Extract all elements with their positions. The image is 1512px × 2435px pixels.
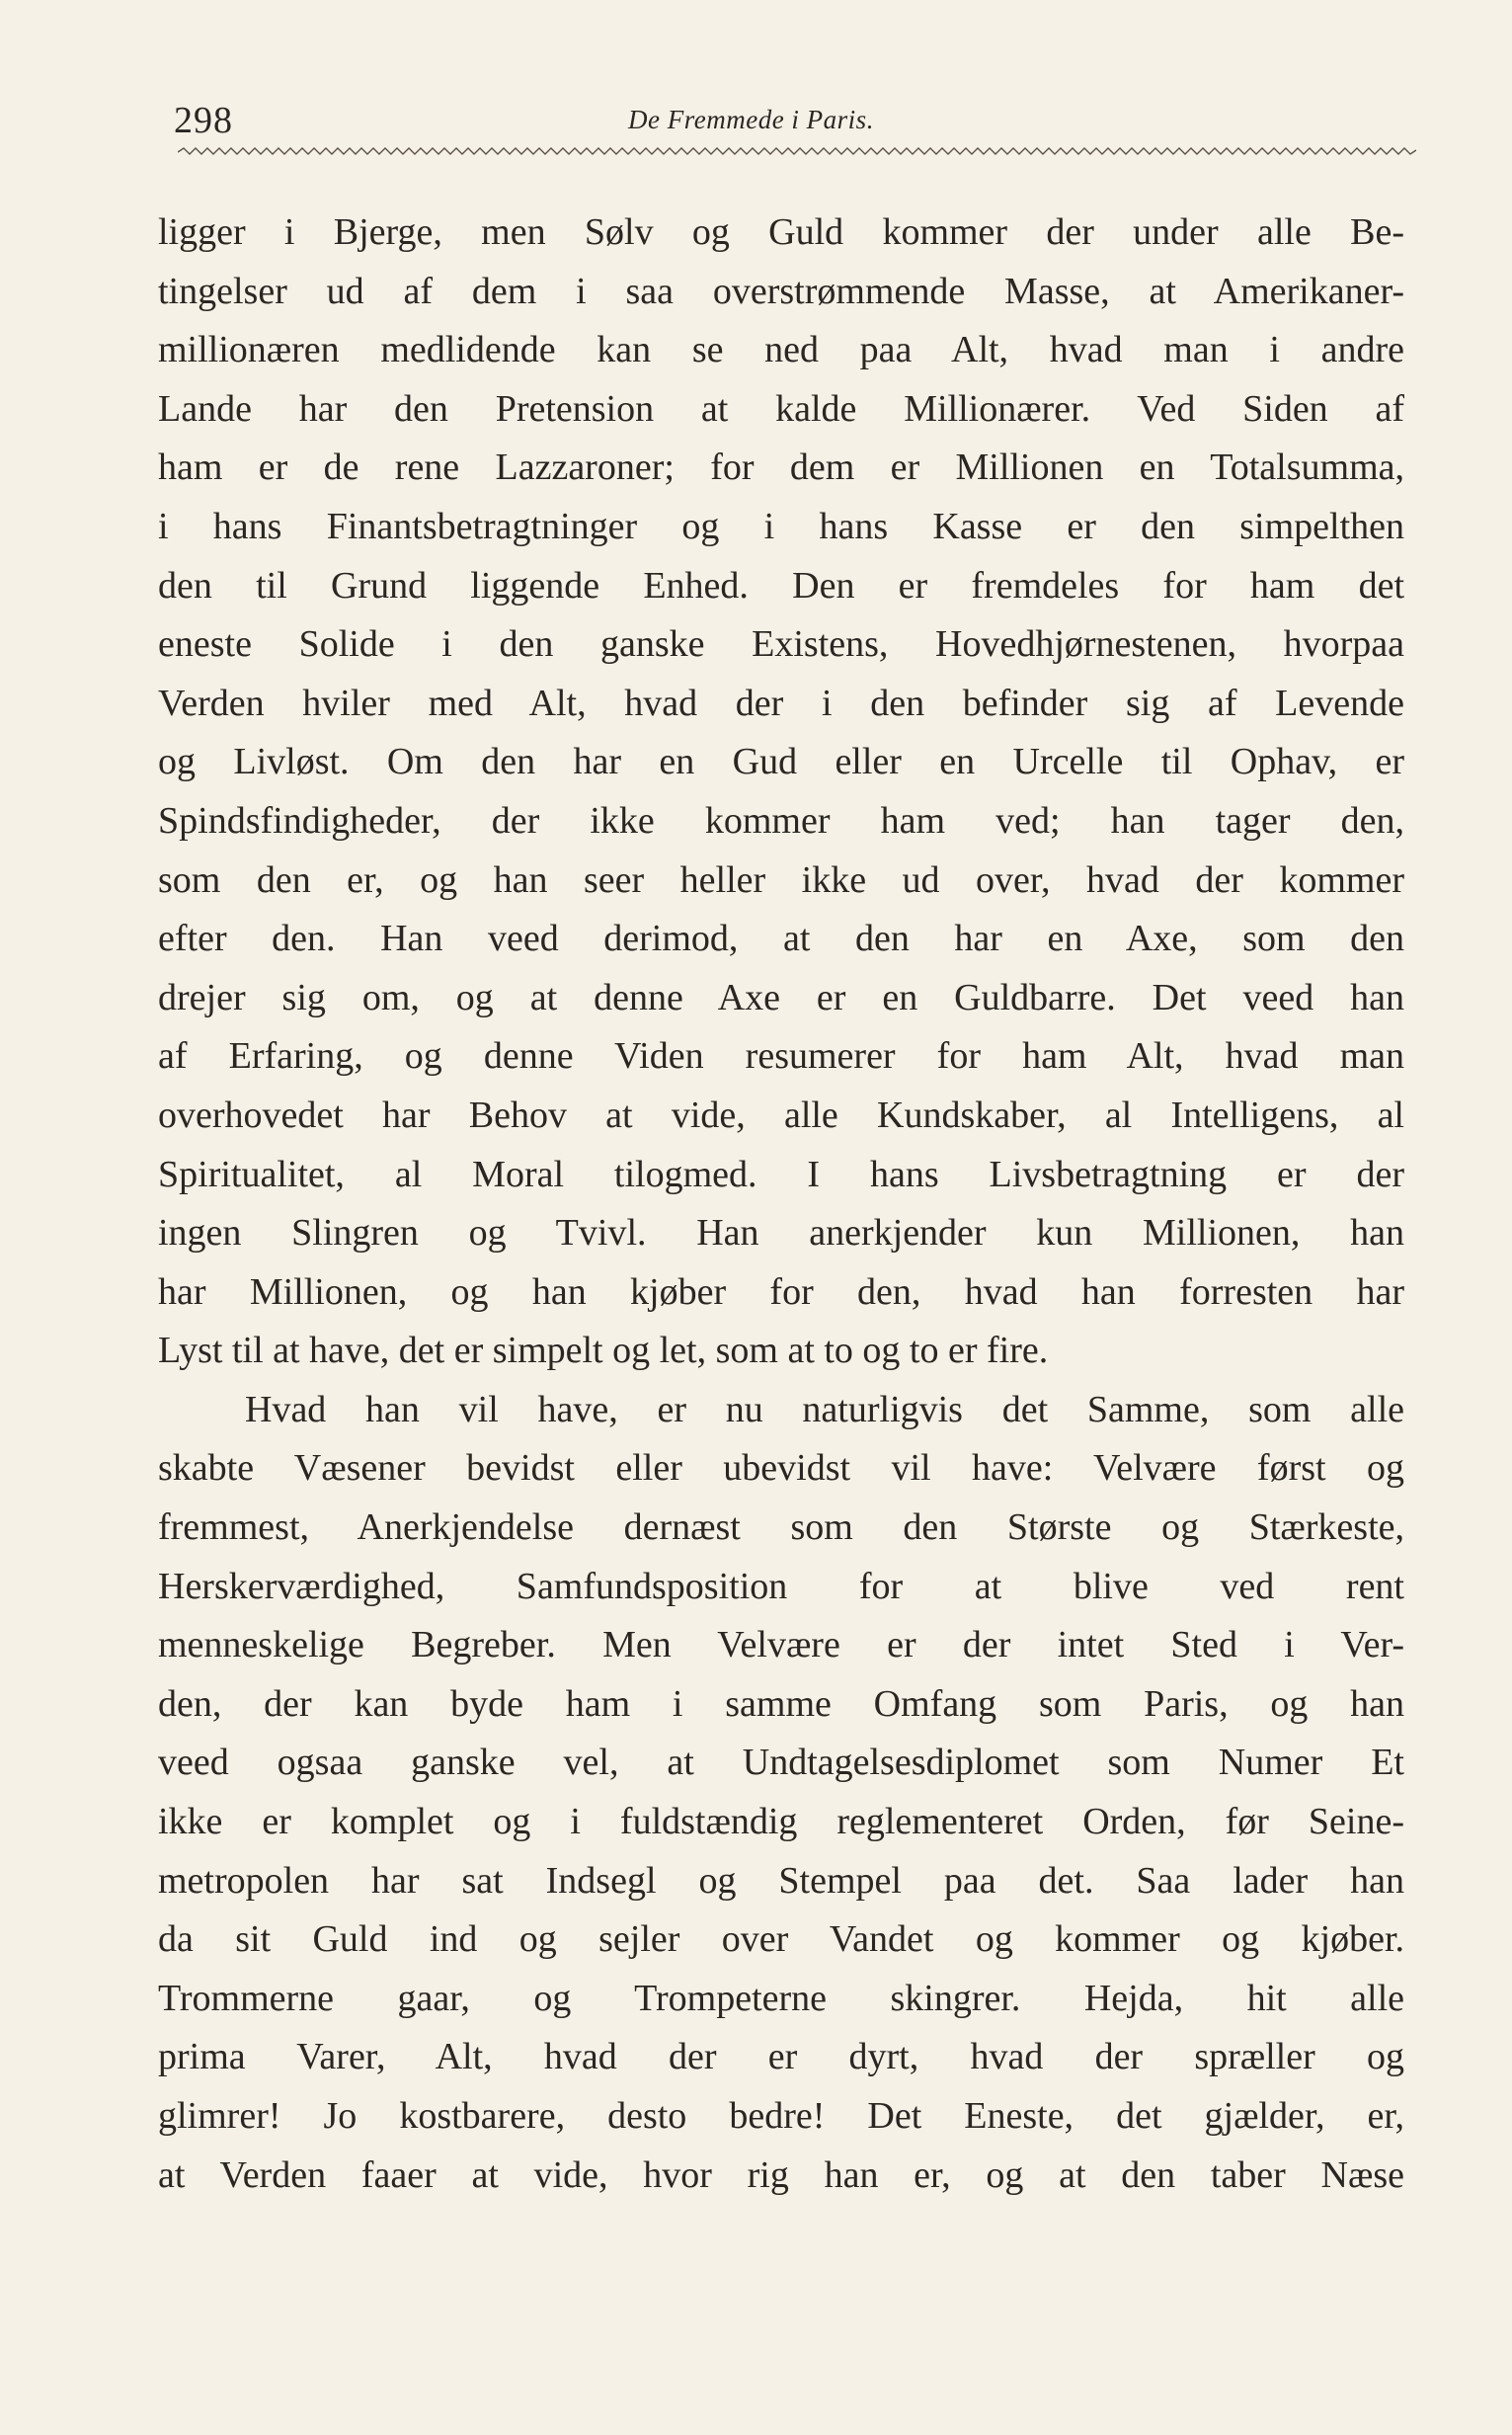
text-line: metropolen har sat Indsegl og Stempel paa det. Saa lader han: [158, 1859, 1404, 1902]
text-line: Spindsfindigheder, der ikke kommer ham ved; han tager den,: [158, 799, 1404, 842]
text-line: ikke er komplet og i fuldstændig reglementeret Orden, før Seine-: [158, 1801, 1404, 1843]
header-rule-ornament: [178, 144, 1416, 160]
text-line: Spiritualitet, al Moral tilogmed. I hans Livsbetragtning er der: [158, 1153, 1404, 1195]
text-line: overhovedet har Behov at vide, alle Kundskaber, al Intelligens, al: [158, 1094, 1404, 1136]
text-line: millionæren medlidende kan se ned paa Alt, hvad man i andre: [158, 329, 1404, 371]
text-line: Trommerne gaar, og Trompeterne skingrer. Hejda, hit alle: [158, 1977, 1404, 2019]
text-line: da sit Guld ind og sejler over Vandet og kommer og kjøber.: [158, 1918, 1404, 1961]
text-line: som den er, og han seer heller ikke ud over, hvad der kommer: [158, 858, 1404, 901]
text-line: i hans Finantsbetragtninger og i hans Kasse er den simpelthen: [158, 505, 1404, 547]
text-line: ligger i Bjerge, men Sølv og Guld kommer der under alle Be-: [158, 211, 1404, 253]
text-line: Lyst til at have, det er simpelt og let, som at to og to er fire.: [158, 1330, 1049, 1372]
text-line: fremmest, Anerkjendelse dernæst som den Største og Stærkeste,: [158, 1506, 1404, 1549]
text-line: menneskelige Begreber. Men Velvære er der intet Sted i Ver-: [158, 1624, 1404, 1666]
text-line: af Erfaring, og denne Viden resumerer for ham Alt, hvad man: [158, 1035, 1404, 1078]
text-line: den, der kan byde ham i samme Omfang som Paris, og han: [158, 1682, 1404, 1725]
page-number: 298: [174, 100, 233, 141]
text-line: tingelser ud af dem i saa overstrømmende Masse, at Amerikaner-: [158, 270, 1404, 312]
text-line: Verden hviler med Alt, hvad der i den befinder sig af Levende: [158, 682, 1404, 724]
text-line: Lande har den Pretension at kalde Millionærer. Ved Siden af: [158, 387, 1404, 430]
text-line: at Verden faaer at vide, hvor rig han er, og at den taber Næse: [158, 2153, 1404, 2196]
text-line: skabte Væsener bevidst eller ubevidst vil have: Velvære først og: [158, 1447, 1404, 1490]
text-line: glimrer! Jo kostbarere, desto bedre! Det Eneste, det gjælder, er,: [158, 2095, 1404, 2137]
running-title: De Fremmede i Paris.: [628, 105, 874, 134]
text-line: den til Grund liggende Enhed. Den er fremdeles for ham det: [158, 564, 1404, 607]
running-head: [174, 91, 1414, 140]
text-line: eneste Solide i den ganske Existens, Hovedhjørnestenen, hvorpaa: [158, 623, 1404, 666]
text-line: Herskerværdighed, Samfundsposition for at blive ved rent: [158, 1565, 1404, 1607]
text-line: og Livløst. Om den har en Gud eller en Urcelle til Ophav, er: [158, 741, 1404, 783]
text-line: Hvad han vil have, er nu naturligvis det Samme, som alle: [245, 1388, 1404, 1430]
text-line: efter den. Han veed derimod, at den har en Axe, som den: [158, 918, 1404, 960]
text-line: veed ogsaa ganske vel, at Undtagelsesdiplomet som Numer Et: [158, 1742, 1404, 1784]
text-line: har Millionen, og han kjøber for den, hvad han forresten har: [158, 1270, 1404, 1313]
text-line: ingen Slingren og Tvivl. Han anerkjender kun Millionen, han: [158, 1212, 1404, 1255]
text-line: ham er de rene Lazzaroner; for dem er Millionen en Totalsumma,: [158, 446, 1404, 489]
text-line: drejer sig om, og at denne Axe er en Guldbarre. Det veed han: [158, 976, 1404, 1018]
text-line: prima Varer, Alt, hvad der er dyrt, hvad der spræller og: [158, 2036, 1404, 2078]
body-text: [158, 203, 1404, 2205]
